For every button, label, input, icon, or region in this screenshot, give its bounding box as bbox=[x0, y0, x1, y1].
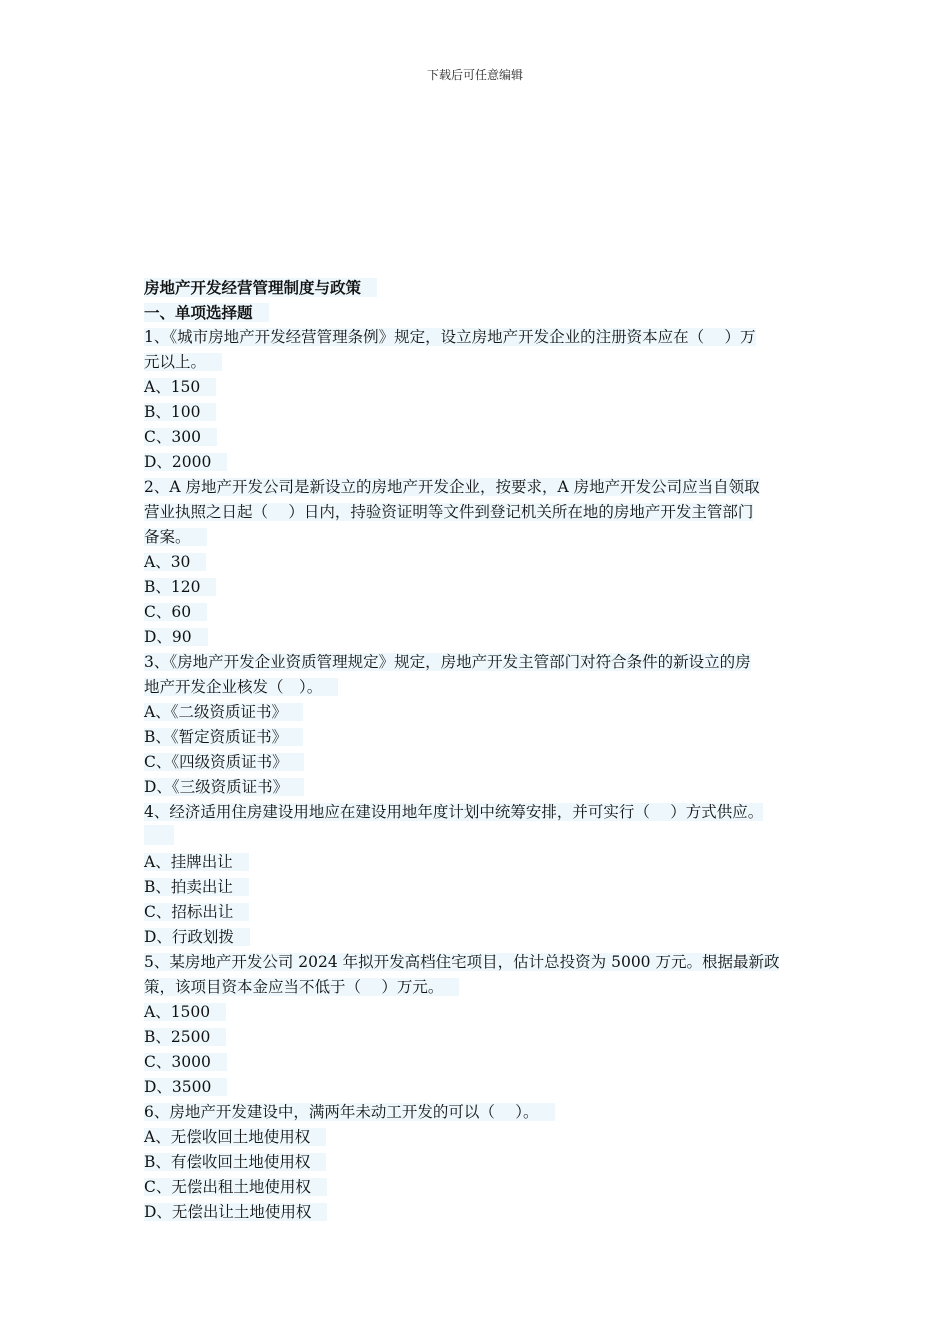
answer-option: A、1500 bbox=[144, 1003, 226, 1021]
answer-option: A、30 bbox=[144, 553, 206, 571]
answer-option: B、120 bbox=[144, 578, 216, 596]
answer-option: A、挂牌出让 bbox=[144, 853, 249, 871]
answer-option: D、行政划拨 bbox=[144, 928, 250, 946]
question-5 bbox=[144, 950, 824, 1100]
answer-option: C、60 bbox=[144, 603, 207, 621]
question-text-line: 地产开发企业核发（ ）。 bbox=[144, 678, 338, 696]
question-text-line: 策，该项目资本金应当不低于（ ）万元。 bbox=[144, 978, 459, 996]
answer-option: D、2000 bbox=[144, 453, 227, 471]
question-text-line: 1、《城市房地产开发经营管理条例》规定，设立房地产开发企业的注册资本应在（ ）万 bbox=[144, 328, 756, 346]
question-text-line: 营业执照之日起（ ）日内，持验资证明等文件到登记机关所在地的房地产开发主管部门 bbox=[144, 503, 754, 521]
document-body bbox=[144, 275, 824, 1225]
answer-option: D、3500 bbox=[144, 1078, 227, 1096]
question-text-line: 2、A 房地产开发公司是新设立的房地产开发企业，按要求，A 房地产开发公司应当自领取 bbox=[144, 478, 760, 496]
answer-option: B、100 bbox=[144, 403, 216, 421]
question-text-line: 备案。 bbox=[144, 528, 207, 546]
answer-option: D、无偿出让土地使用权 bbox=[144, 1203, 327, 1221]
question-4 bbox=[144, 800, 824, 950]
question-text-line bbox=[144, 825, 174, 845]
question-2 bbox=[144, 475, 824, 650]
answer-option: B、拍卖出让 bbox=[144, 878, 249, 896]
answer-option: C、300 bbox=[144, 428, 217, 446]
answer-option: B、2500 bbox=[144, 1028, 226, 1046]
question-list bbox=[144, 325, 824, 1225]
question-text-line: 5、某房地产开发公司 2024 年拟开发高档住宅项目，估计总投资为 5000 万元。根据最新政 bbox=[144, 953, 780, 971]
question-3 bbox=[144, 650, 824, 800]
answer-option: C、无偿出租土地使用权 bbox=[144, 1178, 327, 1196]
question-text-line: 6、房地产开发建设中，满两年未动工开发的可以（ ）。 bbox=[144, 1103, 555, 1121]
answer-option: B、有偿收回土地使用权 bbox=[144, 1153, 326, 1171]
question-text-line: 4、经济适用住房建设用地应在建设用地年度计划中统筹安排，并可实行（ ）方式供应。 bbox=[144, 803, 764, 821]
answer-option: A、150 bbox=[144, 378, 216, 396]
answer-option: D、《三级资质证书》 bbox=[144, 778, 304, 796]
document-title: 房地产开发经营管理制度与政策 bbox=[144, 278, 377, 297]
question-1 bbox=[144, 325, 824, 475]
question-text-line: 元以上。 bbox=[144, 353, 222, 371]
answer-option: C、《四级资质证书》 bbox=[144, 753, 304, 771]
answer-option: A、无偿收回土地使用权 bbox=[144, 1128, 326, 1146]
answer-option: C、3000 bbox=[144, 1053, 227, 1071]
answer-option: B、《暂定资质证书》 bbox=[144, 728, 303, 746]
page-header: 下载后可任意编辑 bbox=[426, 68, 523, 82]
answer-option: C、招标出让 bbox=[144, 903, 249, 921]
answer-option: A、《二级资质证书》 bbox=[144, 703, 303, 721]
question-text-line: 3、《房地产开发企业资质管理规定》规定，房地产开发主管部门对符合条件的新设立的房 bbox=[144, 653, 751, 671]
question-6 bbox=[144, 1100, 824, 1225]
answer-option: D、90 bbox=[144, 628, 208, 646]
section-heading: 一、单项选择题 bbox=[144, 303, 269, 322]
